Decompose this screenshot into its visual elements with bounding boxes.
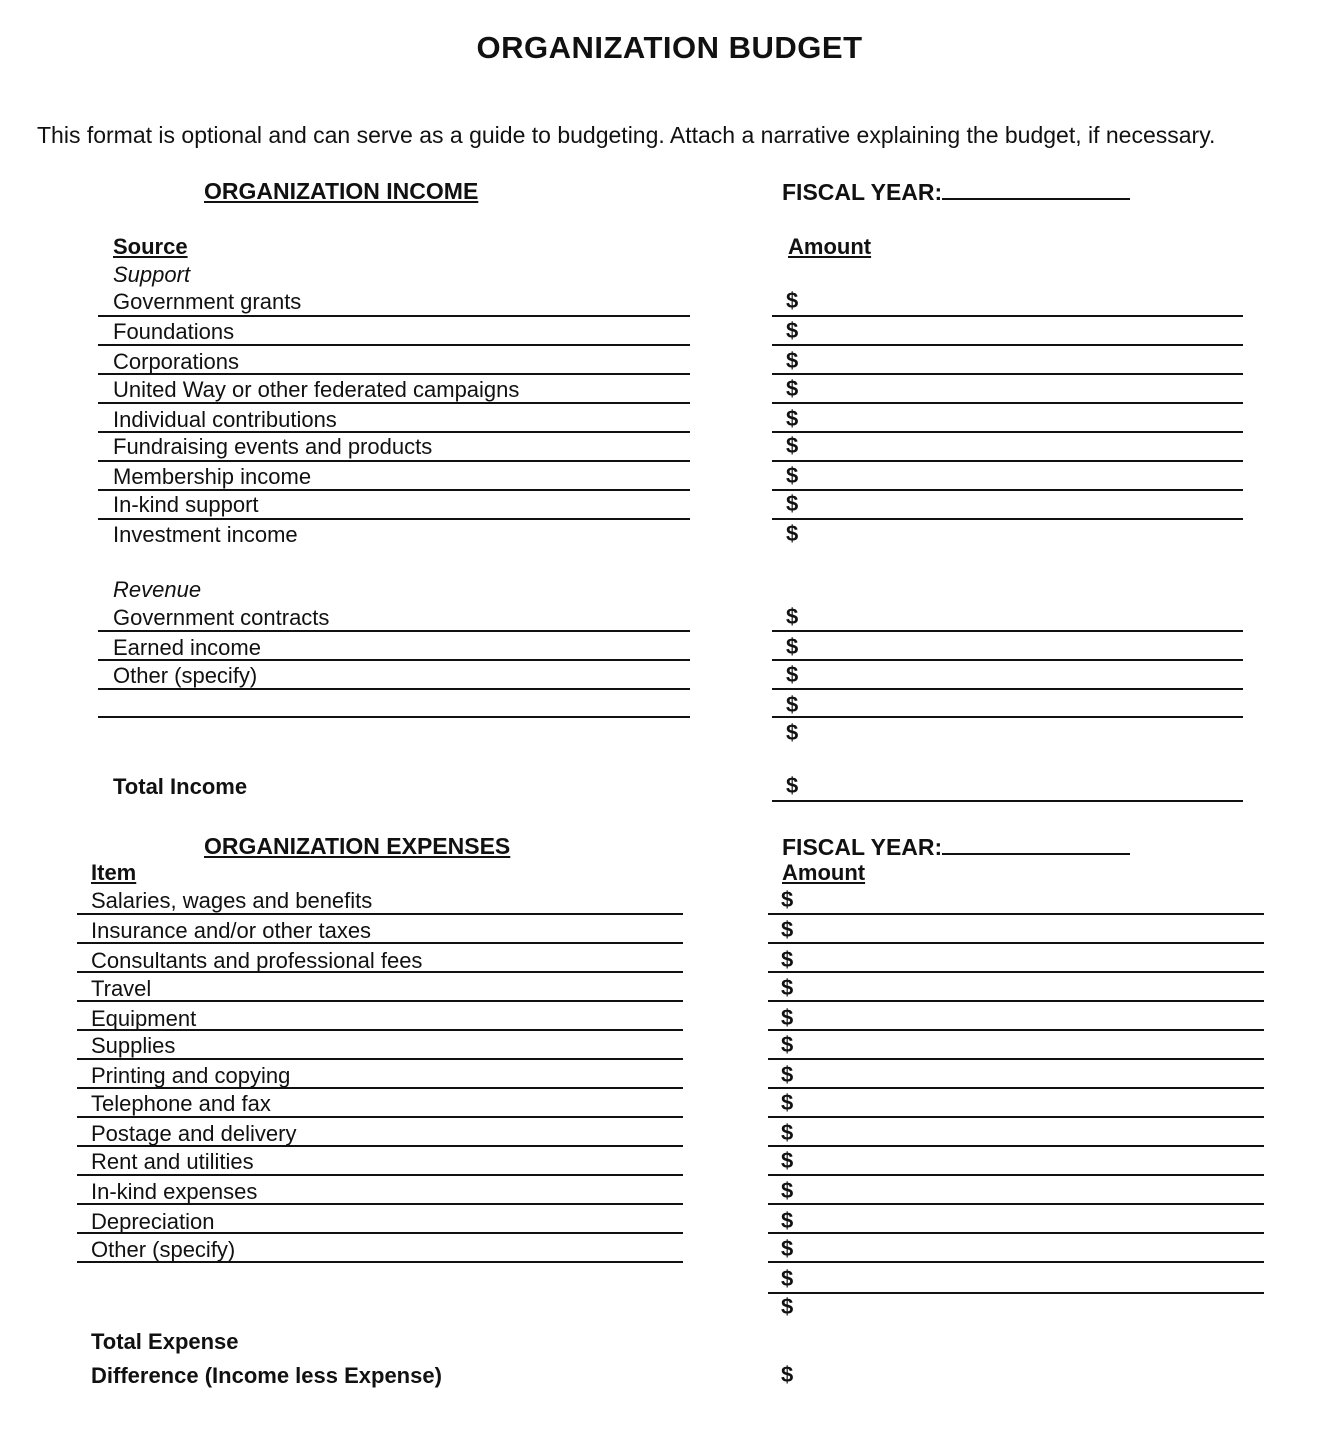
dollar-sign: $ [781,887,794,912]
total-income-label: Total Income [113,774,248,799]
expense-item-label: Travel [91,976,152,1001]
income-item-label: Investment income [113,522,298,547]
dollar-sign: $ [781,1148,794,1173]
dollar-sign: $ [781,1032,794,1057]
income-amount-line[interactable] [772,402,1243,404]
income-label-line[interactable] [98,431,690,433]
income-label-line[interactable] [98,518,690,520]
income-amount-line[interactable] [772,716,1243,718]
expense-amount-line[interactable] [768,1174,1264,1176]
total-income-line[interactable] [772,800,1243,802]
expense-label-line[interactable] [77,942,683,944]
dollar-sign: $ [781,1178,794,1203]
dollar-sign: $ [781,1120,794,1145]
expense-amount-line[interactable] [768,1029,1264,1031]
income-label-line[interactable] [98,344,690,346]
income-label-line[interactable] [98,460,690,462]
expense-amount-line[interactable] [768,942,1264,944]
income-amount-header: Amount [788,234,872,259]
expense-label-line[interactable] [77,1203,683,1205]
page-title: ORGANIZATION BUDGET [476,30,863,65]
expense-label-line[interactable] [77,1087,683,1089]
expense-label-line[interactable] [77,1029,683,1031]
expense-item-label: Consultants and professional fees [91,948,423,973]
dollar-sign: $ [786,376,799,401]
dollar-sign: $ [786,288,799,313]
dollar-sign: $ [781,1294,794,1319]
dollar-sign: $ [786,318,799,343]
expense-item-label: Depreciation [91,1209,215,1234]
revenue-subheading: Revenue [113,577,202,602]
expense-item-label: Insurance and/or other taxes [91,918,372,943]
expense-amount-line[interactable] [768,1058,1264,1060]
expense-amount-line[interactable] [768,913,1264,915]
expenses-section-heading: ORGANIZATION EXPENSES [204,833,511,859]
dollar-sign: $ [786,662,799,687]
total-expense-label: Total Expense [91,1329,239,1354]
expense-amount-line[interactable] [768,1145,1264,1147]
dollar-sign: $ [781,1208,794,1233]
expense-label-line[interactable] [77,971,683,973]
expense-item-label: Equipment [91,1006,197,1031]
expense-amount-line[interactable] [768,1203,1264,1205]
dollar-sign: $ [781,947,794,972]
expenses-fiscal-year-label: FISCAL YEAR: [782,834,943,860]
dollar-sign: $ [781,1266,794,1291]
expense-amount-line[interactable] [768,1261,1264,1263]
expense-item-label: In-kind expenses [91,1179,258,1204]
dollar-sign: $ [786,406,799,431]
dollar-sign: $ [786,720,799,745]
dollar-sign: $ [781,1236,794,1261]
dollar-sign: $ [786,692,799,717]
expense-label-line[interactable] [77,1145,683,1147]
intro-text: This format is optional and can serve as a guide to budgeting. Attach a narrative explaining the budget, if necessary. [37,122,1216,148]
income-item-label: Earned income [113,635,261,660]
expenses-amount-header: Amount [782,860,866,885]
dollar-sign: $ [781,1005,794,1030]
expense-item-label: Other (specify) [91,1237,236,1262]
income-item-label: Membership income [113,464,312,489]
income-item-label: Fundraising events and products [113,434,433,459]
income-amount-line[interactable] [772,373,1243,375]
expense-amount-line[interactable] [768,1087,1264,1089]
expense-amount-line[interactable] [768,1292,1264,1294]
income-item-label: Other (specify) [113,663,258,688]
expense-item-label: Rent and utilities [91,1149,254,1174]
income-label-line[interactable] [98,688,690,690]
income-source-header: Source [113,234,188,259]
income-item-label: Corporations [113,349,239,374]
expense-item-label: Supplies [91,1033,176,1058]
income-item-label: Government grants [113,289,302,314]
expense-item-label: Printing and copying [91,1063,291,1088]
support-subheading: Support [113,262,191,287]
expense-label-line[interactable] [77,1232,683,1234]
expense-label-line[interactable] [77,1116,683,1118]
dollar-sign: $ [786,604,799,629]
income-fiscal-year [782,178,1130,206]
income-fiscal-year-field[interactable] [942,178,1130,200]
dollar-sign: $ [786,348,799,373]
dollar-sign: $ [781,917,794,942]
dollar-sign: $ [781,1062,794,1087]
income-fiscal-year-label: FISCAL YEAR: [782,179,943,205]
income-label-line[interactable] [98,716,690,718]
dollar-sign: $ [781,975,794,1000]
expenses-fiscal-year [782,833,1130,861]
income-label-line[interactable] [98,489,690,491]
expense-label-line[interactable] [77,1261,683,1263]
income-amount-line[interactable] [772,688,1243,690]
income-section-heading: ORGANIZATION INCOME [204,178,479,204]
dollar-sign: $ [786,491,799,516]
dollar-sign: $ [781,1090,794,1115]
expense-item-label: Postage and delivery [91,1121,297,1146]
income-item-label: Individual contributions [113,407,337,432]
income-label-line[interactable] [98,630,690,632]
expense-label-line[interactable] [77,1000,683,1002]
income-amount-line[interactable] [772,489,1243,491]
dollar-sign: $ [786,521,799,546]
dollar-sign: $ [786,433,799,458]
expense-amount-line[interactable] [768,971,1264,973]
income-amount-line[interactable] [772,344,1243,346]
income-amount-line[interactable] [772,630,1243,632]
expense-label-line[interactable] [77,913,683,915]
income-label-line[interactable] [98,659,690,661]
expense-item-label: Salaries, wages and benefits [91,888,373,913]
income-item-label: Foundations [113,319,235,344]
expense-amount-line[interactable] [768,1000,1264,1002]
expenses-fiscal-year-field[interactable] [942,833,1130,855]
income-item-label: United Way or other federated campaigns [113,377,520,402]
expense-item-label: Telephone and fax [91,1091,271,1116]
dollar-sign: $ [781,1362,794,1387]
dollar-sign: $ [786,634,799,659]
income-label-line[interactable] [98,402,690,404]
difference-label: Difference (Income less Expense) [91,1363,442,1388]
income-amount-line[interactable] [772,460,1243,462]
income-amount-line[interactable] [772,518,1243,520]
dollar-sign: $ [786,463,799,488]
income-amount-line[interactable] [772,659,1243,661]
income-label-line[interactable] [98,373,690,375]
expense-amount-line[interactable] [768,1116,1264,1118]
income-item-label: In-kind support [113,492,259,517]
income-item-label: Government contracts [113,605,330,630]
expense-amount-line[interactable] [768,1232,1264,1234]
income-amount-line[interactable] [772,315,1243,317]
expense-label-line[interactable] [77,1058,683,1060]
expense-label-line[interactable] [77,1174,683,1176]
income-amount-line[interactable] [772,431,1243,433]
income-label-line[interactable] [98,315,690,317]
expenses-item-header: Item [91,860,137,885]
dollar-sign: $ [786,773,799,798]
